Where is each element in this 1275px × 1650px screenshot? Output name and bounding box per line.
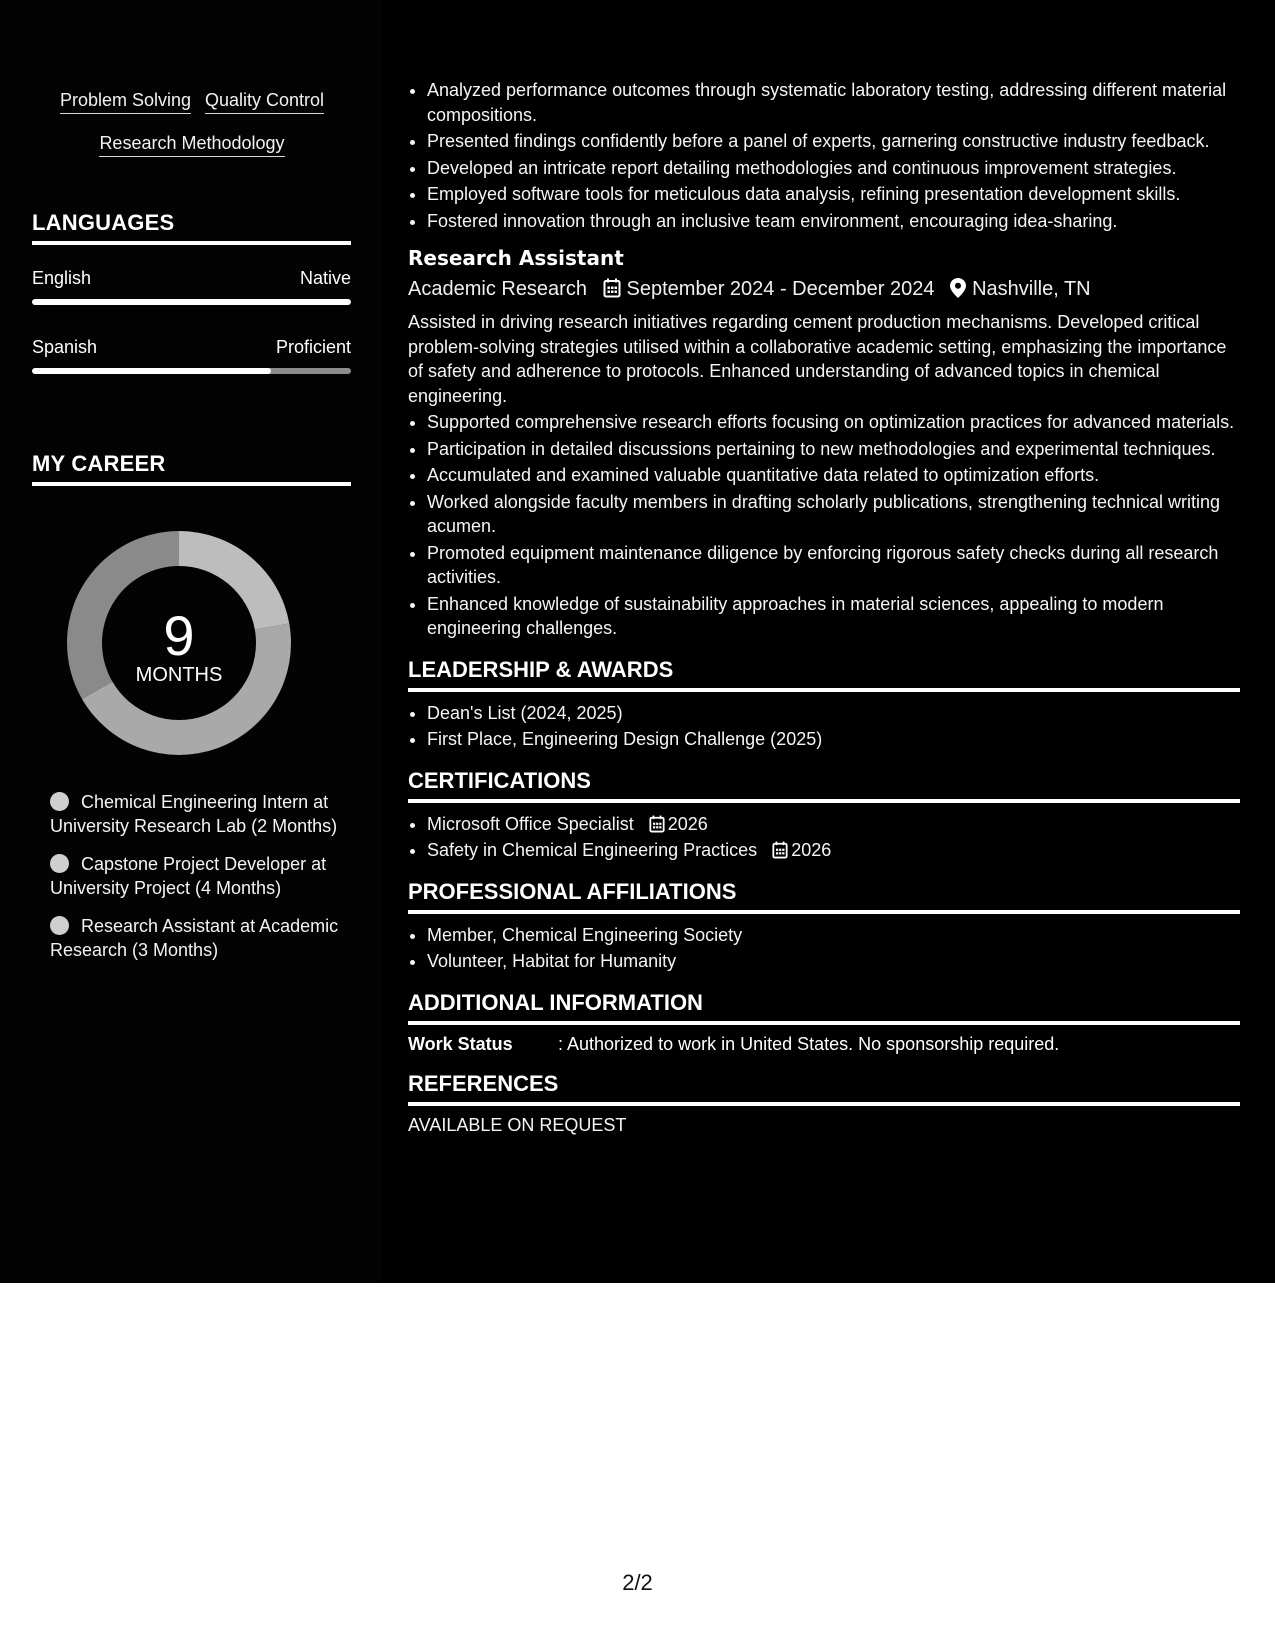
references-heading: REFERENCES: [408, 1071, 1240, 1106]
job-location: Nashville, TN: [972, 278, 1091, 300]
job-meta: [408, 278, 1240, 304]
skill-tag: Research Methodology: [99, 131, 284, 157]
career-item: [50, 852, 340, 900]
certification-year: 2026: [667, 813, 708, 834]
certification-name: Safety in Chemical Engineering Practices: [427, 840, 758, 860]
career-item-text: Capstone Project Developer at University Project (4 Months): [50, 854, 327, 898]
languages-heading: LANGUAGES: [32, 210, 351, 245]
career-donut-chart: [66, 530, 292, 756]
bullet-item: • Dean's List (2024, 2025): [427, 701, 1240, 726]
job-summary: Assisted in driving research initiatives regarding cement production mechanisms. Developed critical problem-solving strategies utilised within a collaborative academic setting, emphasizing the importance of safety and adherence to protocols. Enhanced understanding of advanced topics in chemical engineering.: [408, 312, 1227, 406]
career-donut-center: [66, 530, 292, 756]
bullet-item: • Supported comprehensive research efforts focusing on optimization practices for advanced materials.: [427, 410, 1240, 435]
certifications-list: [408, 812, 1240, 863]
affiliations-heading: PROFESSIONAL AFFILIATIONS: [408, 879, 1240, 914]
certification-item: [427, 838, 1240, 863]
bullet-item: • Employed software tools for meticulous data analysis, refining presentation development skills.: [427, 182, 1240, 207]
work-status-label: Work Status: [408, 1033, 513, 1054]
affiliations-list: [408, 923, 1240, 974]
sidebar: [0, 0, 382, 1283]
skill-tag: Problem Solving: [60, 88, 191, 114]
bullet-item: • Analyzed performance outcomes through systematic laboratory testing, addressing different material compositions.: [427, 78, 1240, 127]
certification-item: [427, 812, 1240, 837]
language-bar-fill: [32, 368, 271, 374]
bullet-item: • Accumulated and examined valuable quantitative data related to optimization efforts.: [427, 463, 1240, 488]
language-level: Proficient: [275, 337, 351, 357]
location-pin-icon: [950, 278, 966, 304]
bullet-dot-icon: [50, 854, 69, 873]
certification-date: [649, 812, 708, 837]
previous-job-bullets: [408, 78, 1240, 233]
job-bullets: [408, 410, 1240, 641]
language-row: [32, 268, 351, 289]
bullet-item: • Participation in detailed discussions pertaining to new methodologies and experimental techniques.: [427, 437, 1240, 462]
language-level: Native: [299, 268, 351, 288]
bullet-item: • Member, Chemical Engineering Society: [427, 923, 1240, 948]
references-text: AVAILABLE ON REQUEST: [408, 1114, 627, 1135]
career-item-text: Research Assistant at Academic Research (3 Months): [50, 916, 339, 960]
language-bar: [32, 368, 351, 374]
language-row: [32, 337, 351, 358]
main-content: [408, 78, 1240, 1136]
bullet-item: • Volunteer, Habitat for Humanity: [427, 949, 1240, 974]
job-dates: September 2024 - December 2024: [626, 278, 935, 300]
work-status-value: : Authorized to work in United States. No sponsorship required.: [558, 1033, 1060, 1054]
career-total-number: 9: [163, 604, 195, 667]
career-heading: MY CAREER: [32, 451, 351, 486]
skill-tag: Quality Control: [205, 88, 324, 114]
career-item: [50, 790, 340, 838]
language-bar: [32, 299, 351, 305]
job-company: Academic Research: [408, 278, 587, 300]
certification-year: 2026: [791, 840, 832, 860]
calendar-icon: [603, 278, 621, 304]
additional-info-heading: ADDITIONAL INFORMATION: [408, 990, 1240, 1025]
bullet-item: • Fostered innovation through an inclusive team environment, encouraging idea-sharing.: [427, 209, 1240, 234]
certification-date: [772, 838, 831, 863]
bullet-item: • Worked alongside faculty members in drafting scholarly publications, strengthening technical writing acumen.: [427, 490, 1240, 539]
page-number: 2/2: [622, 1570, 653, 1595]
calendar-icon: [649, 815, 665, 833]
bullet-item: • Presented findings confidently before a panel of experts, garnering constructive industry feedback.: [427, 129, 1240, 154]
bullet-item: • Enhanced knowledge of sustainability approaches in material sciences, appealing to modern engineering challenges.: [427, 592, 1240, 641]
certifications-heading: CERTIFICATIONS: [408, 768, 1240, 803]
job-title: Research Assistant: [408, 246, 624, 270]
career-list: [50, 790, 340, 976]
language-name: Spanish: [32, 337, 98, 357]
bullet-dot-icon: [50, 916, 69, 935]
bullet-item: • Promoted equipment maintenance diligence by enforcing rigorous safety checks during all research activities.: [427, 541, 1240, 590]
bullet-item: • Developed an intricate report detailing methodologies and continuous improvement strategies.: [427, 156, 1240, 181]
career-total-unit: MONTHS: [135, 664, 223, 686]
language-name: English: [32, 268, 92, 288]
leadership-heading: LEADERSHIP & AWARDS: [408, 657, 1240, 692]
career-item-text: Chemical Engineering Intern at University Research Lab (2 Months): [50, 792, 338, 836]
skills-list: [32, 88, 352, 174]
bullet-item: • First Place, Engineering Design Challenge (2025): [427, 727, 1240, 752]
language-bar-fill: [32, 299, 351, 305]
career-item: [50, 914, 340, 962]
certification-name: Microsoft Office Specialist: [427, 813, 634, 834]
leadership-list: [408, 701, 1240, 752]
work-status-row: [408, 1034, 1240, 1055]
bullet-dot-icon: [50, 792, 69, 811]
calendar-icon: [772, 841, 788, 859]
